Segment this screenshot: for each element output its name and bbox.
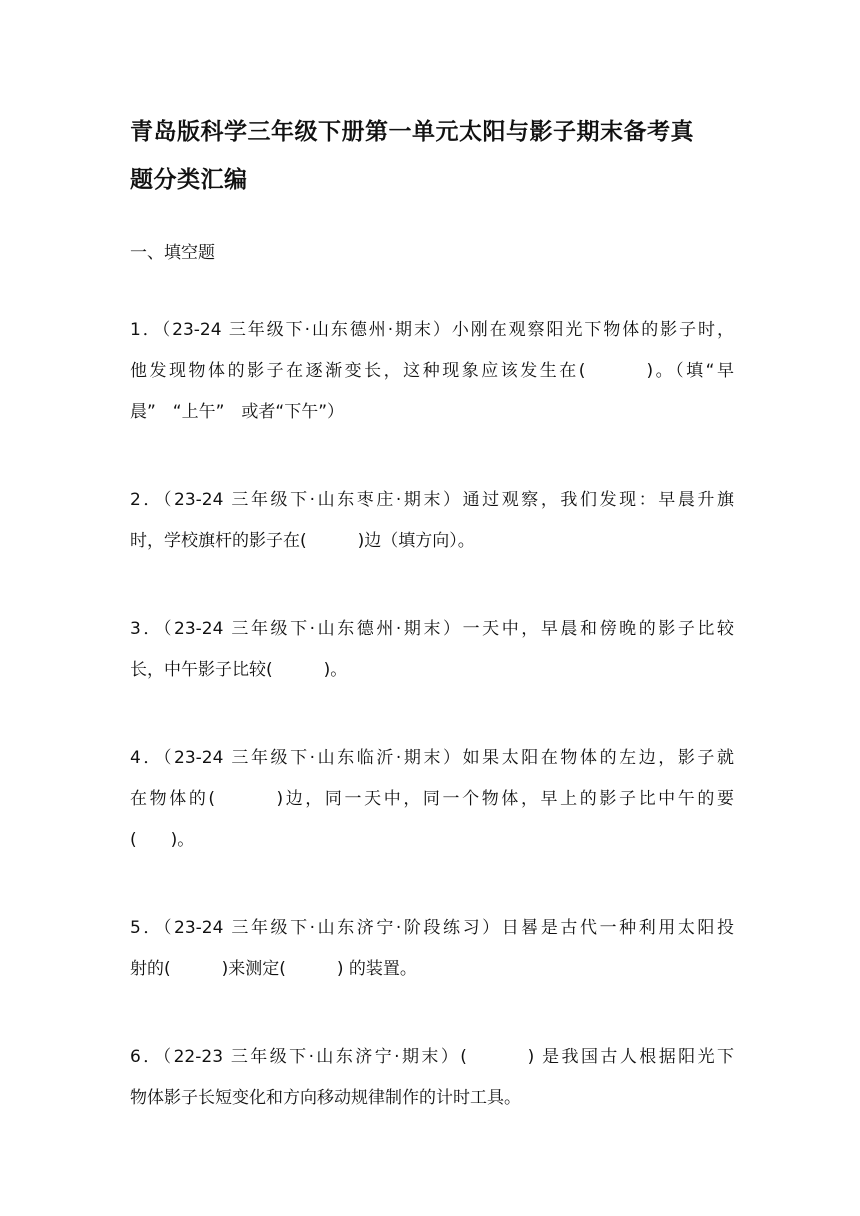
question-2 [130,480,734,562]
title-line: 题分类汇编 [130,167,248,193]
question-line: 6．（22-23 三年级下·山东济宁·期末）( ) 是我国古人根据阳光下 [130,1047,734,1067]
question-line: 4．（23-24 三年级下·山东临沂·期末）如果太阳在物体的左边，影子就 [130,748,734,768]
question-line: 物体影子长短变化和方向移动规律制作的计时工具。 [130,1088,521,1108]
document-title [130,108,734,204]
question-6 [130,1037,734,1119]
question-line: 他发现物体的影子在逐渐变长，这种现象应该发生在( )。（填“早 [130,361,734,381]
document-page [130,108,734,1119]
question-line: 2．（23-24 三年级下·山东枣庄·期末）通过观察，我们发现：早晨升旗 [130,490,734,510]
question-3 [130,609,734,691]
question-line: 5．（23-24 三年级下·山东济宁·阶段练习）日晷是古代一种利用太阳投 [130,918,734,938]
question-line: 3．（23-24 三年级下·山东德州·期末）一天中，早晨和傍晚的影子比较 [130,619,734,639]
question-line: 晨” “上午” 或者“下午”） [130,402,345,422]
question-line: ( )。 [130,830,195,850]
question-line: 在物体的( )边，同一天中，同一个物体，早上的影子比中午的要 [130,789,734,809]
question-line: 时，学校旗杆的影子在( )边（填方向）。 [130,531,475,551]
question-4 [130,738,734,861]
section-heading: 一、填空题 [130,243,215,263]
question-line: 射的( )来测定( ) 的装置。 [130,959,417,979]
question-5 [130,908,734,990]
question-line: 1．（23-24 三年级下·山东德州·期末）小刚在观察阳光下物体的影子时， [130,320,734,340]
question-line: 长，中午影子比较( )。 [130,660,348,680]
title-line: 青岛版科学三年级下册第一单元太阳与影子期末备考真 [130,119,694,145]
question-1 [130,310,734,433]
